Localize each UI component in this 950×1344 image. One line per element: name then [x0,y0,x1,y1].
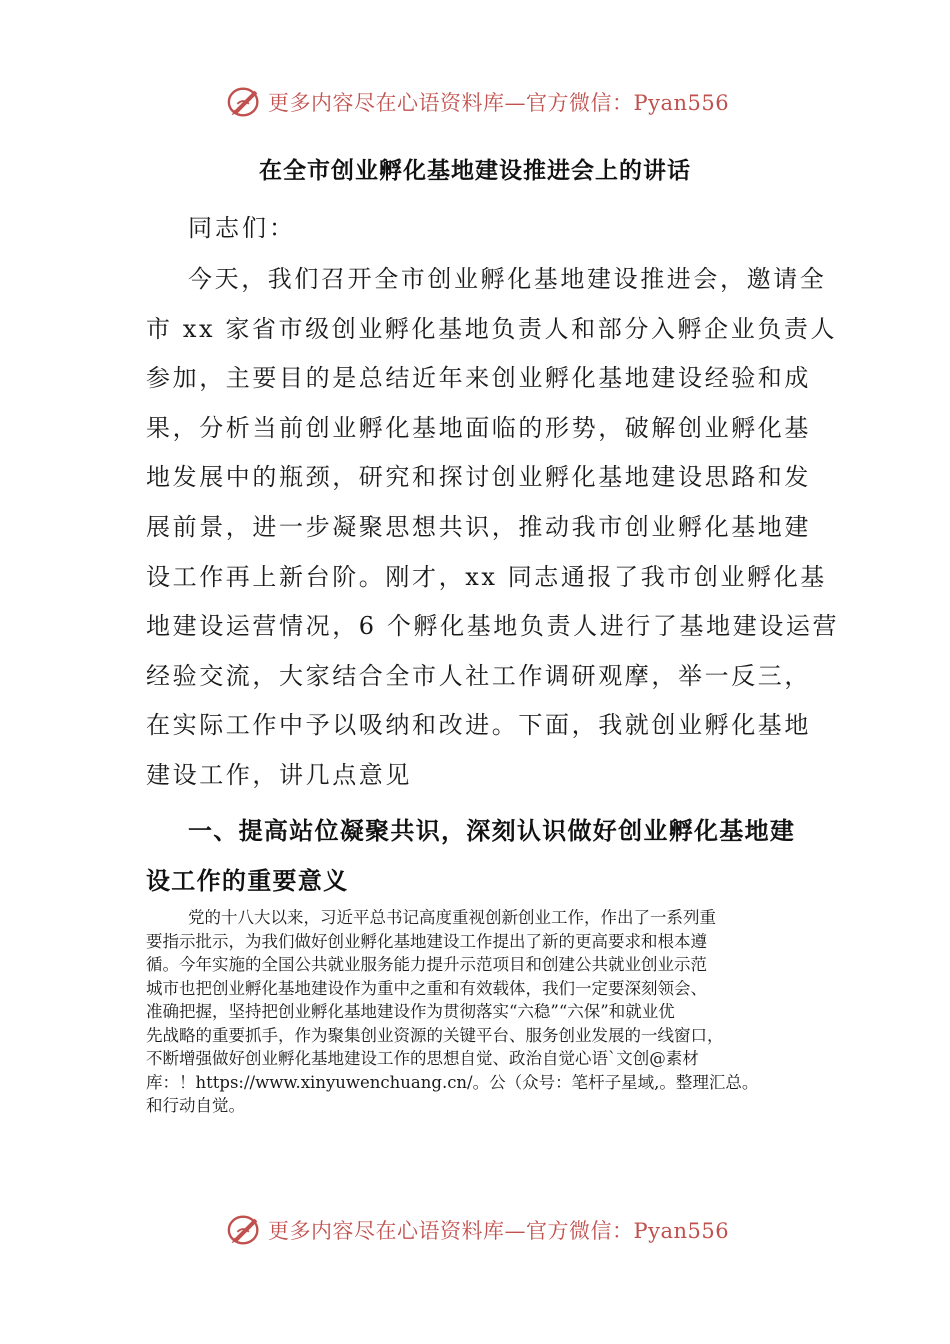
section-line: 党的十八大以来，习近平总书记高度重视创新创业工作，作出了一系列重 [188,908,716,927]
paragraph-line: 在实际工作中予以吸纳和改进。下面，我就创业孵化基地 [146,711,811,740]
paragraph-line: 参加，主要目的是总结近年来创业孵化基地建设经验和成 [146,364,811,393]
paragraph-line: 市 xx 家省市级创业孵化基地负责人和部分入孵企业负责人 [146,314,838,343]
document-title: 在全市创业孵化基地建设推进会上的讲话 [259,158,691,184]
section-line: 先战略的重要抓手，作为聚集创业资源的关键平台、服务创业发展的一线窗口， [146,1025,724,1045]
banner-text: 更多内容尽在心语资料库—官方微信：Pyan556 [268,1219,730,1243]
salutation: 同志们： [188,214,296,242]
pen-logo-icon [226,1211,264,1249]
section-line: 库：！https://www.xinyuwenchuang.cn/。公（众号：笔杆子星域,。整理汇总。 [146,1072,759,1092]
opening-paragraph [146,255,840,801]
header-watermark-banner [226,82,746,122]
section-heading [146,806,826,906]
banner-text: 更多内容尽在心语资料库—官方微信：Pyan556 [268,91,730,115]
section-line: 城市也把创业孵化基地建设作为重中之重和有效载体，我们一定要深刻领会、 [146,978,707,998]
heading-line: 设工作的重要意义 [146,867,349,895]
section-line: 和行动自觉。 [146,1096,245,1115]
section-line: 要指示批示，为我们做好创业孵化基地建设工作提出了新的更高要求和根本遵 [146,931,707,951]
paragraph-line: 果，分析当前创业孵化基地面临的形势，破解创业孵化基 [146,413,811,442]
paragraph-line: 地建设运营情况，6 个孵化基地负责人进行了基地建设运营 [146,612,840,641]
footer-watermark-banner [226,1210,746,1250]
section-line: 不断增强做好创业孵化基地建设工作的思想自觉、政治自觉心语`文创@素材 [146,1049,699,1068]
pen-logo-icon [226,83,264,121]
paragraph-line: 地发展中的瓶颈，研究和探讨创业孵化基地建设思路和发 [146,463,811,492]
paragraph-line: 经验交流，大家结合全市人社工作调研观摩，举一反三， [146,661,811,690]
paragraph-line: 设工作再上新台阶。刚才，xx 同志通报了我市创业孵化基 [146,562,827,591]
section-paragraph [146,906,826,1118]
paragraph-line: 展前景，进一步凝聚思想共识，推动我市创业孵化基地建 [146,512,811,541]
section-line: 准确把握，坚持把创业孵化基地建设作为贯彻落实“六稳”“六保”和就业优 [146,1002,675,1021]
heading-line: 一、提高站位凝聚共识，深刻认识做好创业孵化基地建 [188,817,796,845]
paragraph-line: 今天，我们召开全市创业孵化基地建设推进会，邀请全 [188,265,827,293]
paragraph-line: 建设工作，讲几点意见 [146,760,412,789]
section-line: 循。今年实施的全国公共就业服务能力提升示范项目和创建公共就业创业示范 [146,955,707,974]
